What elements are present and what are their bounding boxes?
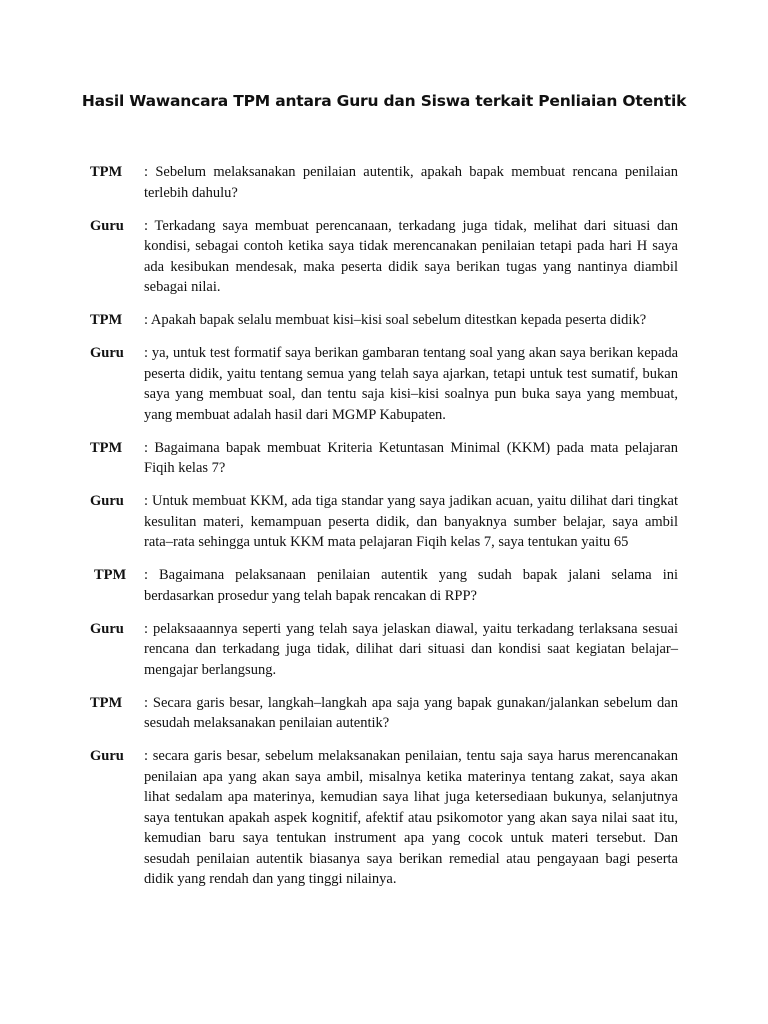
speaker-label: Guru (90, 620, 124, 637)
interview-entry (90, 619, 678, 681)
speaker-label: Guru (90, 493, 124, 509)
utterance-text: : ya, untuk test formatif saya berikan gambaran tentang soal yang akan saya berikan kepada peserta didik, yaitu tentang semua yang telah saya ajarkan, tetapi untuk test sumatif, bukan saya yang membuat soal, dan tentu saja kisi–kisi soalnya pun buka saya yang membuat, yang membuat adalah hasil dari MGMP Kabupaten. (144, 345, 678, 423)
interview-entry (90, 491, 678, 553)
interview-entry (90, 565, 678, 606)
interview-entry (90, 343, 678, 425)
interview-entry (90, 162, 678, 203)
utterance-text: : pelaksaaannya seperti yang telah saya jelaskan diawal, yaitu terkadang terlaksana sesuai rencana dan terkadang juga tidak, dilihat dari situasi dan kondisi saat kegiatan belajar– mengajar berlangsung. (144, 620, 678, 678)
utterance-text: : Secara garis besar, langkah–langkah apa saja yang bapak gunakan/jalankan sebelum dan sesudah melaksanakan penilaian autentik? (144, 694, 678, 731)
page-title: Hasil Wawancara TPM antara Guru dan Siswa terkait Penliaian Otentik (81, 92, 687, 110)
interview-entry (90, 746, 678, 890)
speaker-label: TPM (90, 164, 123, 180)
speaker-label: Guru (90, 217, 124, 234)
speaker-label: TPM (94, 567, 127, 583)
utterance-text: : Terkadang saya membuat perencanaan, terkadang juga tidak, melihat dari situasi dan kondisi, sebagai contoh ketika saya tidak merencanakan penilaian tetapi pada hari H saya ada kesibukan mendesak, maka peserta didik saya berikan tugas yang nantinya diambil sebagai nilai. (144, 217, 678, 295)
utterance-text: : Untuk membuat KKM, ada tiga standar yang saya jadikan acuan, yaitu dilihat dari tingkat kesulitan materi, kemampuan peserta didik, dan banyaknya sumber belajar, saya ambil rata–rata sehingga untuk KKM mata pelajaran Fiqih kelas 7, saya tentukan yaitu 65 (144, 493, 678, 550)
utterance-text: : Sebelum melaksanakan penilaian autentik, apakah bapak membuat rencana penilaian terlebih dahulu? (144, 164, 678, 201)
speaker-label: TPM (90, 439, 123, 456)
utterance-text: : Bagaimana pelaksanaan penilaian autentik yang sudah bapak jalani selama ini berdasarkan prosedur yang telah bapak rencakan di RPP? (144, 567, 678, 604)
interview-entry (90, 216, 678, 298)
speaker-label: Guru (90, 345, 124, 361)
speaker-label: TPM (90, 694, 123, 711)
speaker-label: TPM (90, 312, 123, 328)
interview-entry (90, 693, 678, 734)
interview-entry (90, 310, 678, 331)
utterance-text: : secara garis besar, sebelum melaksanakan penilaian, tentu saja saya harus merencanakan penilaian apa yang akan saya ambil, misalnya ketika materinya tentang zakat, saya akan lihat sedalam apa materinya, kemudian saya lihat juga ketersediaan bukunya, selanjutnya saya tentukan apakah aspek kognitif, afektif atau psikomotor yang akan saya nilai saat itu, kemudian baru saya tentukan instrument apa yang cocok untuk materi tersebut. Dan sesudah penilaian autentik biasanya saya berikan remedial atau pengayaan bagi peserta didik yang rendah dan yang tinggi nilainya. (144, 748, 678, 887)
interview-entry (90, 438, 678, 479)
speaker-label: Guru (90, 748, 124, 764)
interview-transcript (90, 162, 678, 902)
utterance-text: : Apakah bapak selalu membuat kisi–kisi soal sebelum ditestkan kepada peserta didik? (144, 312, 647, 328)
utterance-text: : Bagaimana bapak membuat Kriteria Ketuntasan Minimal (KKM) pada mata pelajaran Fiqih kelas 7? (144, 439, 678, 476)
